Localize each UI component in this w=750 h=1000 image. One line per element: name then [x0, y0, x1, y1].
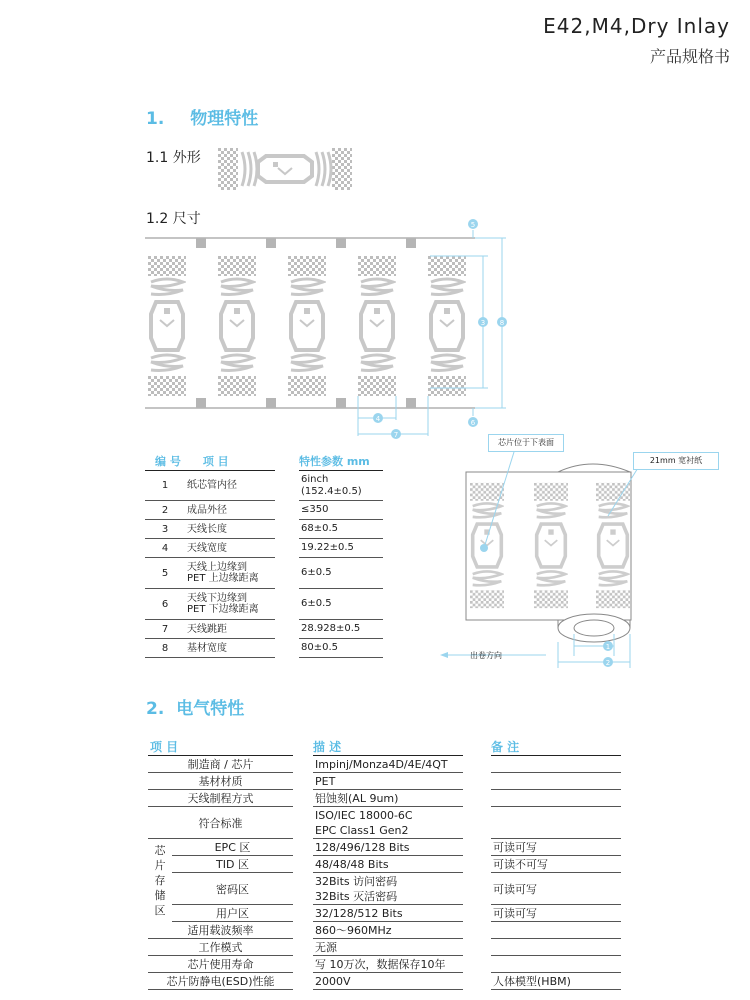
direction-label: 出卷方向: [470, 651, 502, 660]
table-row: 2 成品外径 ≤350: [145, 501, 383, 520]
table-row: 6 天线下边缘到 PET 下边缘距离 6±0.5: [145, 589, 383, 620]
inlay-shape-image: [218, 148, 352, 190]
header-note: 备 注: [491, 738, 621, 756]
header-no: 编 号: [155, 455, 181, 468]
table-row: 芯片使用寿命 写 10万次，数据保存10年: [148, 956, 621, 973]
table-row: 7 天线跳距 28.928±0.5: [145, 620, 383, 639]
section-title: 电气特性: [176, 699, 245, 719]
subsection-size-label: 1.2 尺寸: [146, 211, 201, 227]
table-row: 用户区 32/128/512 Bits 可读可写: [148, 905, 621, 922]
document-subtitle: 产品规格书: [649, 47, 730, 66]
table-row: 3 天线长度 68±0.5: [145, 520, 383, 539]
table-row: 基材材质 PET: [148, 773, 621, 790]
table-row: 制造商 / 芯片 Impinj/Monza4D/4E/4QT: [148, 756, 621, 773]
table-row: 1 纸芯管内径 6inch (152.4±0.5): [145, 471, 383, 501]
table-row: 适用载波频率 860～960MHz: [148, 922, 621, 939]
section-physical-heading: [146, 104, 258, 129]
table-row: 符合标准 ISO/IEC 18000-6C EPC Class1 Gen2: [148, 807, 621, 839]
dimension-drawing: [140, 216, 520, 448]
electrical-table-header: [148, 738, 621, 756]
dimension-marker-6: 6: [470, 419, 476, 427]
liner-callout: 21mm 宽衬纸: [633, 452, 719, 470]
header-item: 项 目: [150, 740, 179, 754]
dimension-marker-3: 3: [480, 319, 486, 327]
table-row: 4 天线宽度 19.22±0.5: [145, 539, 383, 558]
parameter-table-header: [145, 452, 383, 471]
section-title: 物理特性: [190, 109, 259, 129]
header-item: 项 目: [202, 455, 229, 468]
subsection-shape-label: 1.1 外形: [146, 150, 201, 166]
table-row: 密码区 32Bits 访问密码 32Bits 灭活密码 可读可写: [148, 873, 621, 905]
electrical-table: [148, 738, 621, 990]
header-desc: 描 述: [313, 738, 463, 756]
roll-marker-2: 2: [605, 659, 611, 667]
dimension-marker-7: 7: [393, 431, 399, 439]
parameter-table: [145, 452, 383, 658]
table-row: 5 天线上边缘到 PET 上边缘距离 6±0.5: [145, 558, 383, 589]
table-row: 工作模式 无源: [148, 939, 621, 956]
table-row: TID 区 48/48/48 Bits 可读不可写: [148, 856, 621, 873]
dimension-marker-4: 4: [375, 415, 381, 423]
table-row: 芯 片 存 储 区 EPC 区 128/496/128 Bits 可读可写: [148, 839, 621, 856]
section-number: 2.: [146, 699, 165, 719]
header-value: 特性参数 mm: [299, 452, 383, 471]
section-electrical-heading: [146, 694, 244, 719]
dimension-marker-8: 8: [499, 319, 505, 327]
table-row: 8 基材宽度 80±0.5: [145, 639, 383, 658]
dimension-marker-5: 5: [470, 221, 476, 229]
document-title: E42,M4,Dry Inlay: [543, 14, 730, 38]
memory-group-label: 芯 片 存 储 区: [154, 843, 166, 917]
roll-marker-1: 1: [605, 643, 611, 651]
section-number: 1.: [146, 109, 165, 129]
table-row: 芯片防静电(ESD)性能 2000V 人体模型(HBM): [148, 973, 621, 990]
chip-callout: 芯片位于下表面: [488, 434, 564, 452]
table-row: 天线制程方式 铝蚀刻(AL 9um): [148, 790, 621, 807]
